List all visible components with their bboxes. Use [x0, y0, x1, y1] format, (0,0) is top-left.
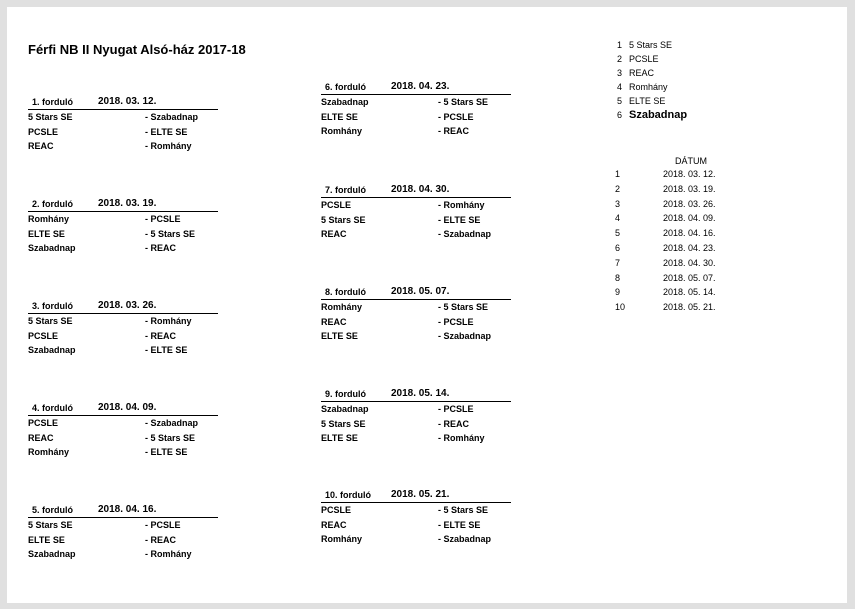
team-name: Szabadnap [629, 109, 688, 121]
away-team: - Romhány [438, 200, 485, 210]
round-header [321, 488, 511, 503]
away-team: - ELTE SE [145, 447, 188, 458]
match-row [321, 417, 511, 432]
match-row [321, 315, 511, 330]
round-label: 9. forduló [325, 389, 366, 399]
home-team: ELTE SE [321, 331, 358, 342]
team-number: 3 [617, 68, 623, 78]
round-block [321, 387, 511, 446]
match-row [321, 110, 511, 125]
match-row [28, 241, 218, 256]
match-row [321, 227, 511, 242]
home-team: Romhány [321, 302, 363, 312]
away-team: - PCSLE [145, 214, 181, 224]
round-date-value: 2018. 03. 19. [663, 183, 716, 194]
away-team: - Romhány [438, 433, 485, 444]
round-number: 2 [615, 183, 621, 194]
away-team: - ELTE SE [438, 519, 481, 530]
home-team: Szabadnap [28, 243, 76, 254]
away-team: - Szabadnap [438, 534, 492, 545]
match-row [28, 139, 218, 154]
round-number: 8 [615, 272, 621, 283]
round-header [28, 95, 218, 110]
round-header [28, 503, 218, 518]
round-block [28, 299, 218, 358]
team-number: 2 [617, 54, 623, 64]
round-date: 2018. 03. 19. [98, 198, 157, 209]
round-date: 2018. 05. 07. [391, 286, 450, 297]
home-team: PCSLE [28, 330, 59, 341]
home-team: REAC [321, 229, 347, 240]
home-team: PCSLE [28, 126, 59, 137]
team-list-item [617, 80, 687, 94]
home-team: PCSLE [321, 505, 352, 515]
round-date: 2018. 03. 26. [98, 300, 157, 311]
date-row [615, 167, 745, 182]
round-date: 2018. 04. 23. [391, 81, 450, 92]
away-team: - REAC [145, 243, 176, 254]
round-label: 10. forduló [325, 490, 372, 500]
match-row [28, 227, 218, 242]
home-team: 5 Stars SE [28, 316, 73, 326]
team-number: 1 [617, 40, 623, 50]
team-name: Romhány [629, 82, 668, 92]
round-label: 7. forduló [325, 185, 366, 195]
team-name: REAC [629, 68, 655, 78]
away-team: - 5 Stars SE [145, 432, 196, 443]
match-row [28, 329, 218, 344]
home-team: ELTE SE [321, 111, 358, 122]
match-row [321, 95, 511, 110]
round-date: 2018. 03. 12. [98, 96, 157, 107]
round-date-value: 2018. 04. 16. [663, 228, 716, 239]
round-label: 6. forduló [325, 82, 366, 92]
match-row [321, 431, 511, 446]
away-team: - 5 Stars SE [438, 302, 489, 312]
round-date: 2018. 05. 21. [391, 489, 450, 500]
round-block [321, 285, 511, 344]
match-row [321, 402, 511, 417]
date-row [615, 285, 745, 300]
match-row [321, 300, 511, 315]
team-name: 5 Stars SE [629, 40, 673, 50]
date-row [615, 182, 745, 197]
match-row [321, 532, 511, 547]
round-block [321, 183, 511, 242]
match-row [321, 198, 511, 213]
team-number: 4 [617, 82, 623, 92]
away-team: - ELTE SE [145, 126, 188, 137]
date-row [615, 197, 745, 212]
round-label: 3. forduló [32, 301, 73, 311]
away-team: - ELTE SE [145, 345, 188, 356]
round-date-value: 2018. 05. 21. [663, 302, 716, 313]
away-team: - 5 Stars SE [145, 228, 196, 239]
home-team: Szabadnap [28, 345, 76, 356]
round-date-value: 2018. 04. 09. [663, 213, 716, 224]
away-team: - PCSLE [438, 404, 474, 414]
home-team: PCSLE [28, 418, 59, 428]
home-team: Romhány [321, 126, 363, 137]
away-team: - REAC [438, 126, 469, 137]
round-date: 2018. 04. 09. [98, 402, 157, 413]
round-block [321, 80, 511, 139]
round-date-value: 2018. 03. 12. [663, 169, 716, 179]
round-number: 7 [615, 257, 621, 268]
team-list [617, 38, 687, 122]
home-team: 5 Stars SE [321, 418, 366, 429]
home-team: ELTE SE [28, 228, 65, 239]
team-list-item [617, 108, 687, 122]
date-row [615, 256, 745, 271]
team-list-item [617, 94, 687, 108]
round-number: 3 [615, 198, 621, 209]
date-table-header: DÁTUM [675, 156, 707, 166]
away-team: - REAC [145, 330, 176, 341]
round-number: 5 [615, 228, 621, 239]
team-list-item [617, 38, 687, 52]
away-team: - PCSLE [438, 316, 474, 327]
home-team: REAC [321, 316, 347, 327]
away-team: - Szabadnap [438, 229, 492, 240]
away-team: - Szabadnap [145, 418, 199, 428]
date-row [615, 211, 745, 226]
home-team: ELTE SE [321, 433, 358, 444]
match-row [28, 547, 218, 562]
match-row [321, 124, 511, 139]
away-team: - PCSLE [438, 111, 474, 122]
home-team: REAC [28, 141, 54, 152]
away-team: - Romhány [145, 549, 192, 560]
home-team: Romhány [28, 447, 70, 458]
match-row [28, 445, 218, 460]
round-label: 8. forduló [325, 287, 366, 297]
home-team: 5 Stars SE [28, 520, 73, 530]
team-name: ELTE SE [629, 96, 666, 106]
away-team: - PCSLE [145, 520, 181, 530]
round-date-value: 2018. 04. 30. [663, 257, 716, 268]
away-team: - Romhány [145, 141, 192, 152]
team-number: 5 [617, 96, 623, 106]
round-date: 2018. 05. 14. [391, 388, 450, 399]
date-row [615, 300, 745, 315]
home-team: Szabadnap [321, 404, 369, 414]
match-row [321, 213, 511, 228]
round-date-value: 2018. 05. 14. [663, 287, 716, 298]
home-team: Szabadnap [28, 549, 76, 560]
round-number: 10 [615, 302, 626, 313]
round-header [321, 285, 511, 300]
away-team: - Szabadnap [438, 331, 492, 342]
home-team: ELTE SE [28, 534, 65, 545]
away-team: - Szabadnap [145, 112, 199, 122]
page-title: Férfi NB II Nyugat Alsó-ház 2017-18 [28, 42, 246, 57]
match-row [321, 503, 511, 518]
round-block [28, 95, 218, 154]
away-team: - 5 Stars SE [438, 505, 489, 515]
round-number: 1 [615, 169, 621, 179]
round-date-value: 2018. 03. 26. [663, 198, 716, 209]
round-header [28, 401, 218, 416]
date-row [615, 241, 745, 256]
away-team: - REAC [145, 534, 176, 545]
round-date-value: 2018. 05. 07. [663, 272, 716, 283]
round-date: 2018. 04. 16. [98, 504, 157, 515]
match-row [28, 518, 218, 533]
away-team: - 5 Stars SE [438, 97, 489, 107]
away-team: - REAC [438, 418, 469, 429]
home-team: Szabadnap [321, 97, 369, 107]
round-block [321, 488, 511, 547]
away-team: - ELTE SE [438, 214, 481, 225]
match-row [321, 518, 511, 533]
round-label: 2. forduló [32, 199, 73, 209]
match-row [321, 329, 511, 344]
date-table [615, 155, 745, 315]
home-team: Romhány [321, 534, 363, 545]
round-label: 1. forduló [32, 97, 73, 107]
away-team: - Romhány [145, 316, 192, 326]
home-team: PCSLE [321, 200, 352, 210]
date-row [615, 226, 745, 241]
home-team: 5 Stars SE [28, 112, 73, 122]
round-header [321, 80, 511, 95]
match-row [28, 533, 218, 548]
round-header [321, 183, 511, 198]
team-list-item [617, 66, 687, 80]
match-row [28, 110, 218, 125]
round-header [321, 387, 511, 402]
round-date-value: 2018. 04. 23. [663, 242, 716, 253]
date-table-rows [615, 167, 745, 315]
date-row [615, 271, 745, 286]
home-team: Romhány [28, 214, 70, 224]
round-block [28, 197, 218, 256]
home-team: REAC [28, 432, 54, 443]
match-row [28, 314, 218, 329]
round-label: 4. forduló [32, 403, 73, 413]
match-row [28, 212, 218, 227]
match-row [28, 125, 218, 140]
home-team: 5 Stars SE [321, 214, 366, 225]
round-block [28, 503, 218, 562]
round-number: 4 [615, 213, 621, 224]
round-number: 6 [615, 242, 621, 253]
round-block [28, 401, 218, 460]
round-number: 9 [615, 287, 621, 298]
round-date: 2018. 04. 30. [391, 184, 450, 195]
home-team: REAC [321, 519, 347, 530]
round-header [28, 197, 218, 212]
team-name: PCSLE [629, 54, 659, 64]
match-row [28, 416, 218, 431]
team-list-item [617, 52, 687, 66]
team-number: 6 [617, 110, 623, 120]
match-row [28, 343, 218, 358]
match-row [28, 431, 218, 446]
document-page [7, 7, 847, 603]
round-header [28, 299, 218, 314]
round-label: 5. forduló [32, 505, 73, 515]
